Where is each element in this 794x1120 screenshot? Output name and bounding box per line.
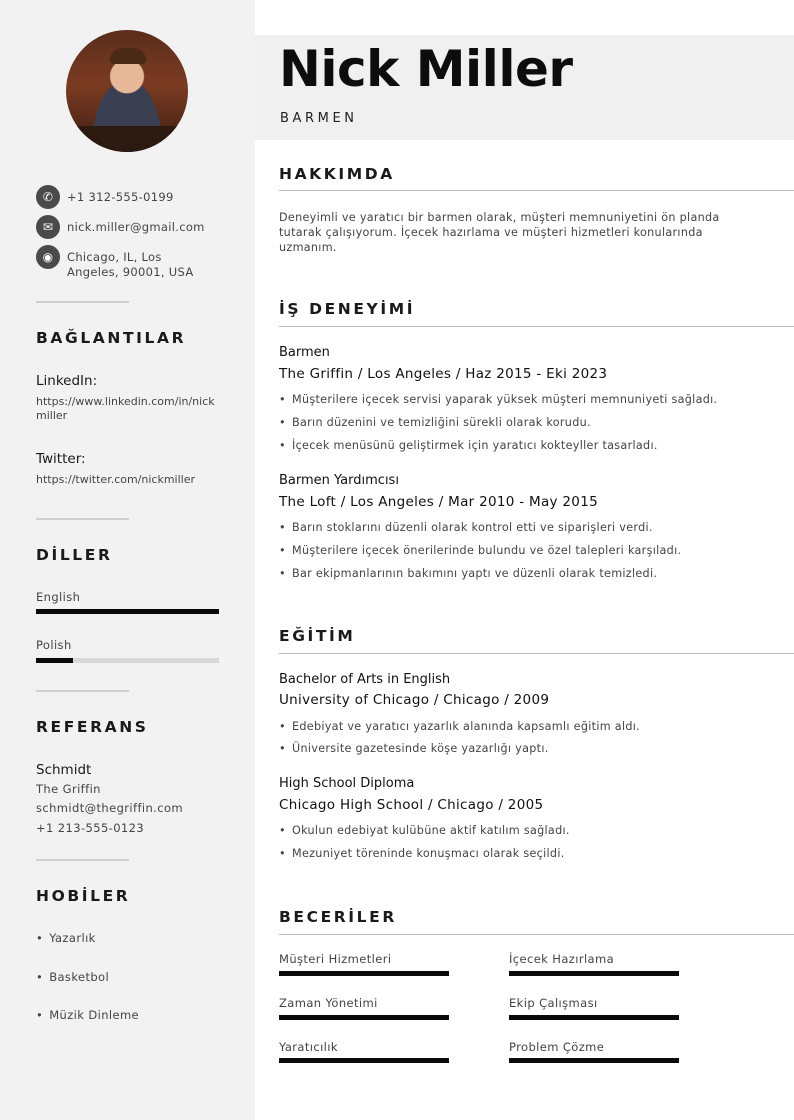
language-name: English <box>36 590 81 604</box>
sidebar <box>0 0 255 1120</box>
candidate-role: BARMEN <box>280 111 358 126</box>
skill-bar <box>279 1015 449 1020</box>
location-icon: ◉ <box>36 245 60 269</box>
hobbies-heading: HOBİLER <box>36 887 131 905</box>
skill-name: İçecek Hazırlama <box>509 952 615 966</box>
hobby-item: • Yazarlık <box>36 931 96 945</box>
sidebar-divider <box>36 690 129 692</box>
skill-bar <box>509 1058 679 1063</box>
job-bullet: • İçecek menüsünü geliştirmek için yaratıcı kokteyller tasarladı. <box>279 439 658 452</box>
linkedin-url[interactable]: https://www.linkedin.com/in/nickmiller <box>36 395 215 422</box>
education-bullet: • Edebiyat ve yaratıcı yazarlık alanında kapsamlı eğitim aldı. <box>279 720 641 733</box>
section-rule <box>279 190 794 191</box>
email-text: nick.miller@gmail.com <box>67 220 205 234</box>
job-bullet: • Barın düzenini ve temizliğini sürekli olarak korudu. <box>279 416 591 429</box>
education-subtitle: University of Chicago / Chicago / 2009 <box>279 692 550 708</box>
sidebar-divider <box>36 518 129 520</box>
references-heading: REFERANS <box>36 718 149 736</box>
profile-photo <box>66 30 188 152</box>
section-rule <box>279 653 794 654</box>
reference-email: schmidt@thegriffin.com <box>36 801 184 815</box>
skill-bar <box>279 1058 449 1063</box>
about-text: Deneyimli ve yaratıcı bir barmen olarak, müşteri memnuniyetini ön planda tutarak çalışıyorum. İçecek hazırlama ve müşteri hizmetleri konularında uzmanım. <box>279 211 720 254</box>
reference-company: The Griffin <box>36 782 101 796</box>
skill-name: Problem Çözme <box>509 1040 605 1054</box>
experience-heading: İŞ DENEYİMİ <box>279 300 416 318</box>
job-bullet: • Bar ekipmanlarının bakımını yaptı ve düzenli olarak temizledi. <box>279 567 658 580</box>
hobby-item: • Müzik Dinleme <box>36 1008 140 1022</box>
twitter-label: Twitter: <box>36 451 86 467</box>
education-bullet: • Üniversite gazetesinde köşe yazarlığı yaptı. <box>279 742 549 755</box>
sidebar-divider <box>36 859 129 861</box>
candidate-name: Nick Miller <box>279 40 573 98</box>
job-bullet: • Barın stoklarını düzenli olarak kontrol etti ve siparişleri verdi. <box>279 521 653 534</box>
hobby-item: • Basketbol <box>36 970 110 984</box>
linkedin-label: LinkedIn: <box>36 373 98 389</box>
reference-name: Schmidt <box>36 762 92 778</box>
skill-bar <box>509 971 679 976</box>
education-bullet: • Mezuniyet töreninde konuşmacı olarak seçildi. <box>279 847 565 860</box>
education-title: High School Diploma <box>279 776 415 791</box>
about-heading: HAKKIMDA <box>279 165 395 183</box>
language-bar-fill <box>36 658 73 663</box>
skill-bar <box>509 1015 679 1020</box>
location-text: Chicago, IL, Los Angeles, 90001, USA <box>67 250 194 279</box>
job-title: Barmen <box>279 345 330 360</box>
job-subtitle: The Loft / Los Angeles / Mar 2010 - May 2015 <box>279 494 598 510</box>
skill-name: Zaman Yönetimi <box>279 996 378 1010</box>
language-bar <box>36 658 219 663</box>
skill-name: Ekip Çalışması <box>509 996 598 1010</box>
skill-bar <box>279 971 449 976</box>
reference-phone: +1 213-555-0123 <box>36 821 145 835</box>
twitter-url[interactable]: https://twitter.com/nickmiller <box>36 473 196 486</box>
education-subtitle: Chicago High School / Chicago / 2005 <box>279 797 544 813</box>
job-title: Barmen Yardımcısı <box>279 473 399 488</box>
language-bar-fill <box>36 609 219 614</box>
language-bar <box>36 609 219 614</box>
languages-heading: DİLLER <box>36 546 113 564</box>
section-rule <box>279 326 794 327</box>
sidebar-divider <box>36 301 129 303</box>
links-heading: BAĞLANTILAR <box>36 329 187 347</box>
section-rule <box>279 934 794 935</box>
mail-icon: ✉ <box>36 215 60 239</box>
job-bullet: • Müşterilere içecek servisi yaparak yüksek müşteri memnuniyeti sağladı. <box>279 393 718 406</box>
phone-text: +1 312-555-0199 <box>67 190 174 204</box>
job-subtitle: The Griffin / Los Angeles / Haz 2015 - Eki 2023 <box>279 366 608 382</box>
phone-icon: ✆ <box>36 185 60 209</box>
education-bullet: • Okulun edebiyat kulübüne aktif katılım sağladı. <box>279 824 570 837</box>
skills-heading: BECERİLER <box>279 908 397 926</box>
education-title: Bachelor of Arts in English <box>279 672 451 687</box>
language-name: Polish <box>36 638 72 652</box>
job-bullet: • Müşterilere içecek önerilerinde bulundu ve özel talepleri karşıladı. <box>279 544 682 557</box>
skill-name: Yaratıcılık <box>279 1040 338 1054</box>
skill-name: Müşteri Hizmetleri <box>279 952 392 966</box>
education-heading: EĞİTİM <box>279 627 356 645</box>
